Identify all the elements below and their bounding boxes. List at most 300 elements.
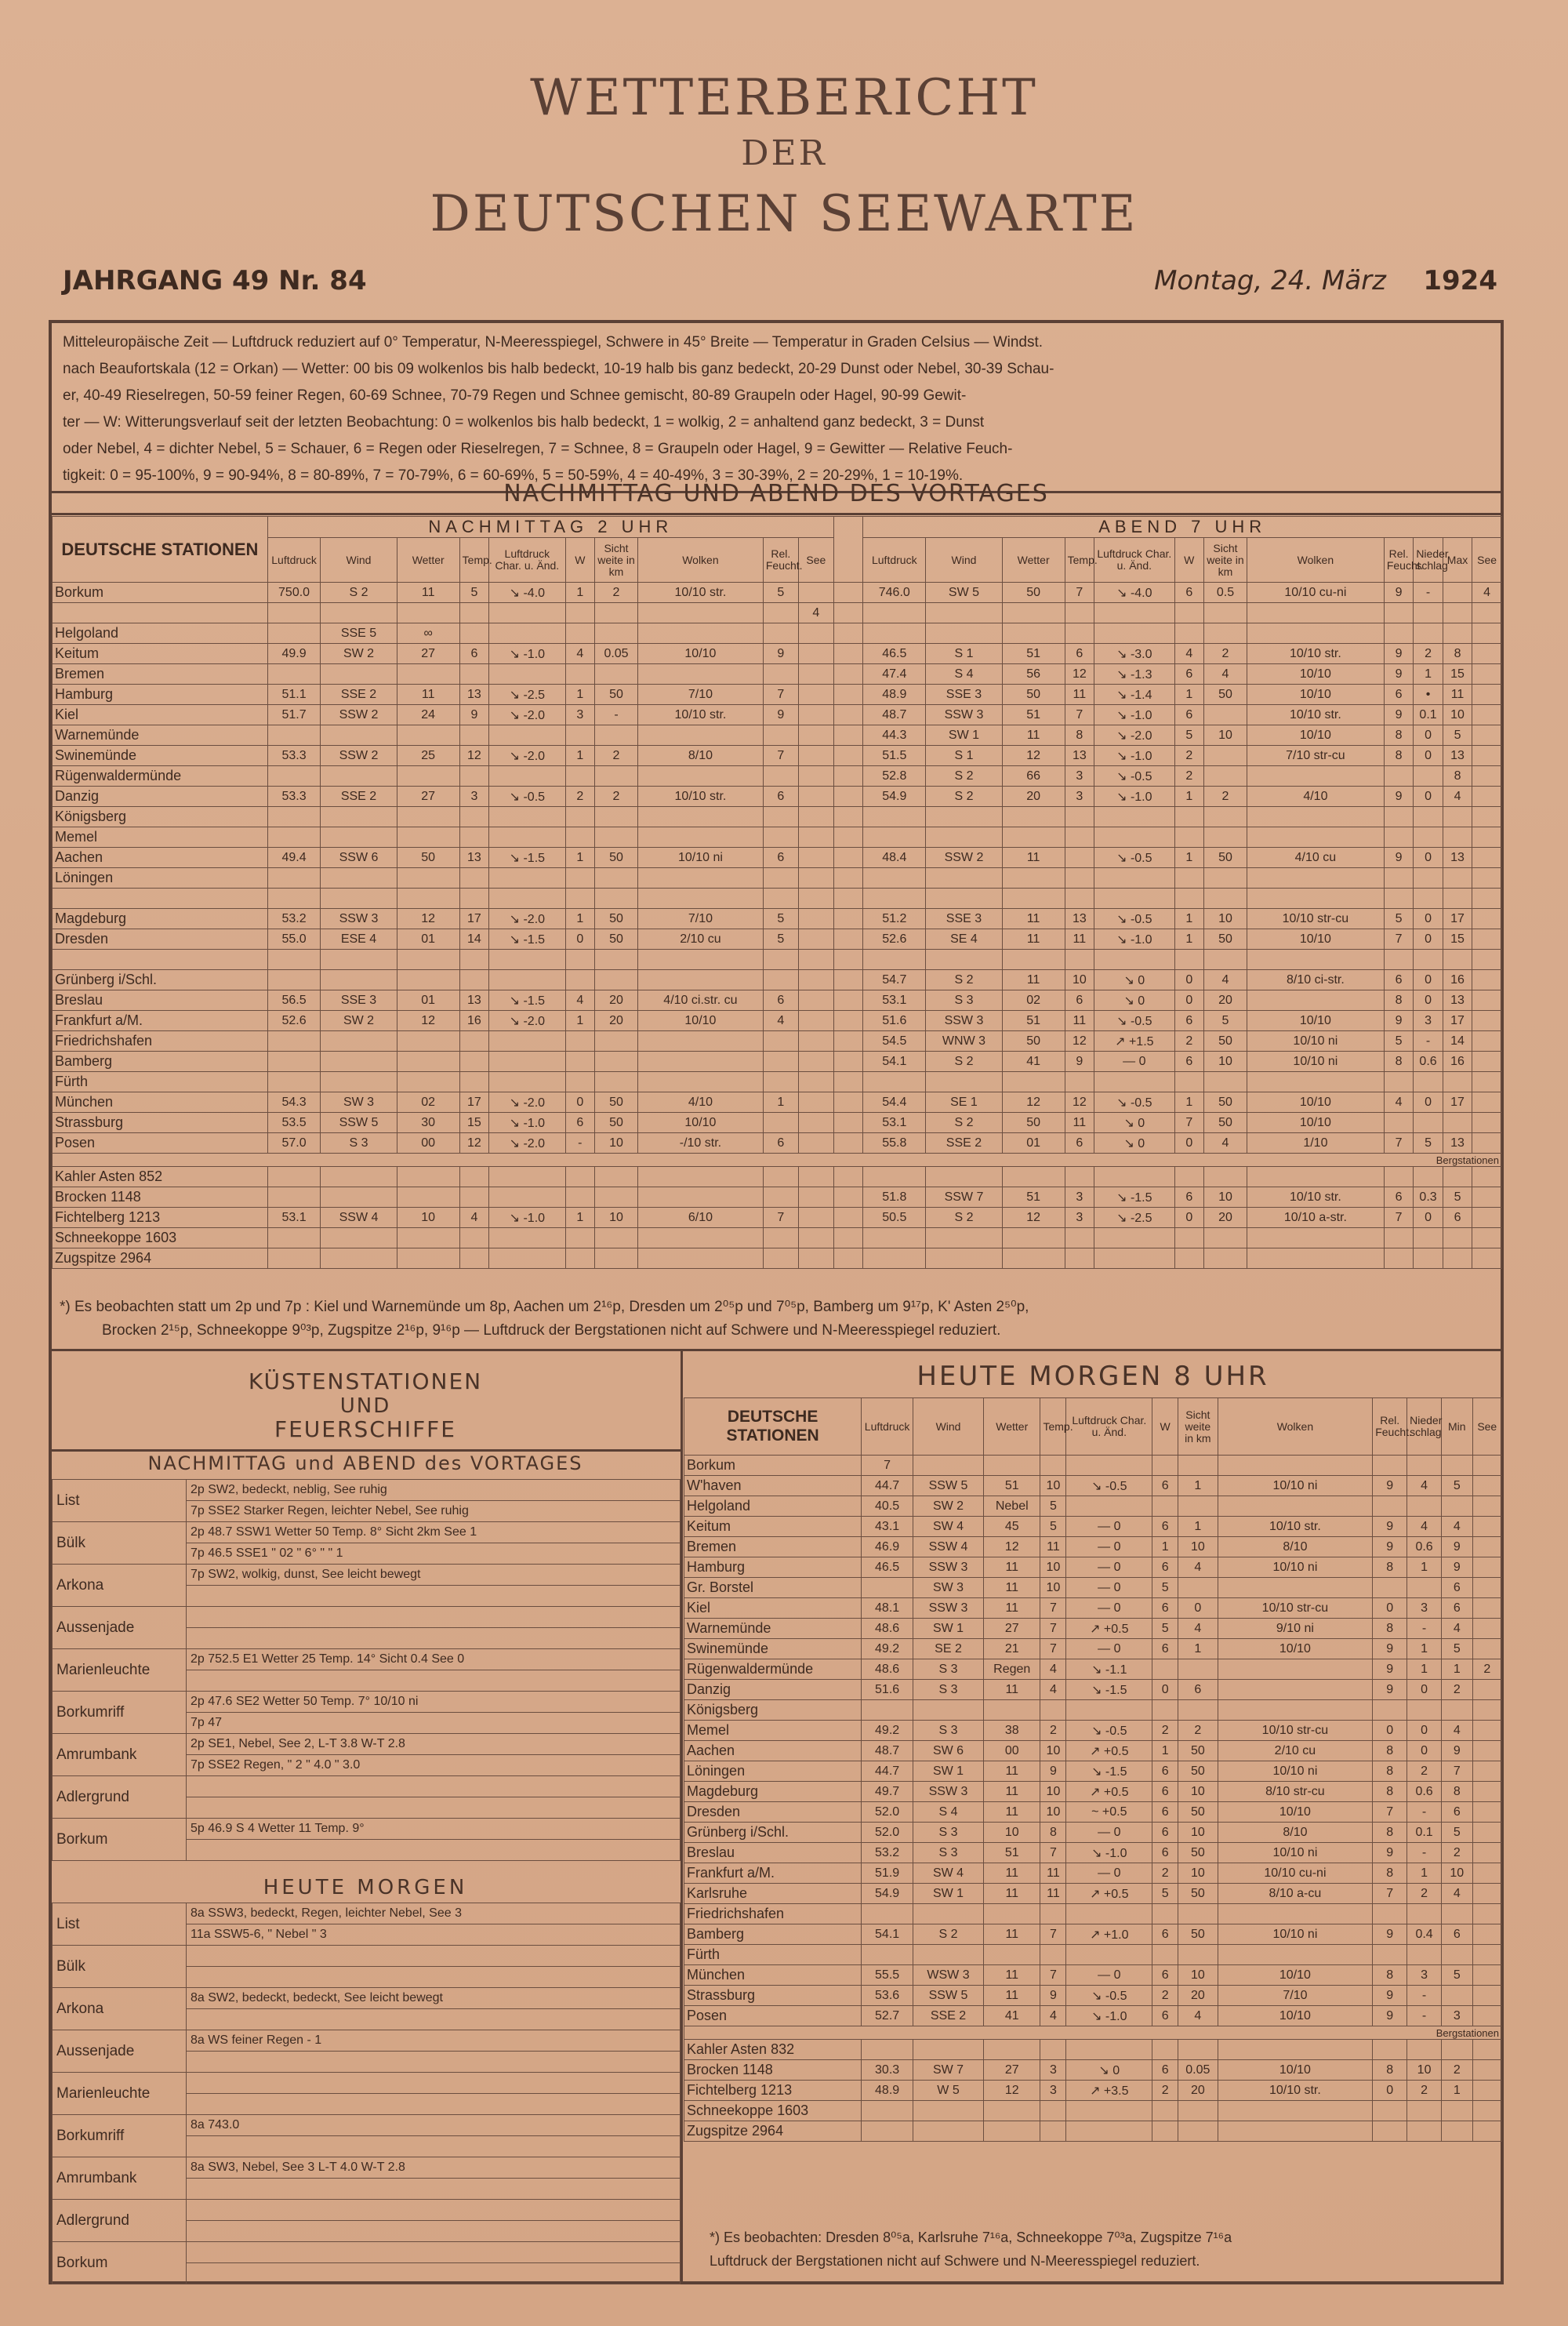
pm-cell	[595, 725, 638, 746]
table-row	[53, 1903, 681, 1924]
heute-cell: 52.0	[862, 1823, 913, 1843]
pm-cell	[267, 766, 320, 787]
pm-cell: 2/10 cu	[637, 929, 763, 950]
heute-cell: — 0	[1066, 1517, 1152, 1537]
ev-cell: 0	[1174, 990, 1203, 1011]
heute-cell	[1373, 2121, 1407, 2142]
coast-observation	[187, 1628, 681, 1649]
pm-cell: 6	[763, 848, 798, 868]
pm-cell	[489, 950, 565, 970]
heute-cell: 44.7	[862, 1476, 913, 1496]
table-row	[684, 1863, 1502, 1884]
pm-cell	[595, 807, 638, 827]
station-name: Königsberg	[53, 807, 268, 827]
ev-cell: 50.5	[863, 1208, 926, 1228]
heute-cell	[1040, 1945, 1066, 1965]
ev-cell: 10/10 str.	[1247, 705, 1384, 725]
table-row	[684, 1598, 1502, 1619]
heute-cell: 54.9	[862, 1884, 913, 1904]
station-name: Warnemünde	[53, 725, 268, 746]
pm-cell	[321, 1228, 397, 1248]
heute-cell: — 0	[1066, 1557, 1152, 1578]
ev-cell	[1472, 827, 1502, 848]
heute-cell: S 3	[913, 1721, 984, 1741]
vortag-table	[52, 516, 1502, 1269]
ev-cell: 9	[1384, 787, 1413, 807]
pm-cell	[763, 1167, 798, 1187]
spacer-cell	[833, 1187, 862, 1208]
ev-cell: 52.6	[863, 929, 926, 950]
ev-cell	[1174, 603, 1203, 623]
heute-cell: 7/10	[1218, 1986, 1373, 2006]
ev-cell: 0	[1414, 725, 1443, 746]
table-row	[53, 1734, 681, 1755]
station-name: Fichtelberg 1213	[684, 2081, 862, 2101]
heute-cell	[1472, 1761, 1501, 1782]
table-row	[684, 1782, 1502, 1802]
pm-cell	[637, 970, 763, 990]
ev-cell: 1	[1414, 664, 1443, 685]
ev-cell	[1094, 868, 1174, 889]
ev-cell: 11	[1443, 685, 1472, 705]
pm-cell	[459, 868, 488, 889]
heute-cell: 11	[984, 1761, 1040, 1782]
spacer-cell	[833, 1031, 862, 1052]
heute-cell: SW 1	[913, 1761, 984, 1782]
coast-station-name: Aussenjade	[53, 1607, 187, 1649]
table-row	[53, 889, 1502, 909]
heute-cell	[1472, 1517, 1501, 1537]
table-row	[53, 1133, 1502, 1154]
ev-cell: 4	[1174, 644, 1203, 664]
pm-cell	[565, 889, 594, 909]
ev-cell: 50	[1204, 1031, 1247, 1052]
station-name: Borkum	[53, 583, 268, 603]
heute-cell: 6	[1152, 1843, 1178, 1863]
ev-cell: 8	[1384, 746, 1413, 766]
pm-cell: SW 2	[321, 1011, 397, 1031]
ev-cell	[1384, 889, 1413, 909]
ev-cell: — 0	[1094, 1052, 1174, 1072]
heute-cell: 10	[1040, 1802, 1066, 1823]
ev-cell: 5	[1384, 1031, 1413, 1052]
ev-cell	[1247, 1248, 1384, 1269]
heute-cell: ↘ -0.5	[1066, 1721, 1152, 1741]
masthead-line-3: DEUTSCHEN SEEWARTE	[430, 185, 1138, 243]
station-name: Schneekoppe 1603	[53, 1228, 268, 1248]
ev-cell: 8	[1443, 644, 1472, 664]
ev-cell: ↘ 0	[1094, 990, 1174, 1011]
ev-cell	[1414, 1248, 1443, 1269]
pm-cell: 10/10 ni	[637, 848, 763, 868]
coast-station-name: Amrumbank	[53, 1734, 187, 1776]
ev-cell: 11	[1065, 685, 1094, 705]
pm-cell	[489, 1167, 565, 1187]
heute-cell	[1407, 1700, 1442, 1721]
pm-cell	[489, 827, 565, 848]
divider	[50, 1449, 681, 1452]
pm-cell	[489, 1031, 565, 1052]
pm-cell	[595, 603, 638, 623]
ev-cell: S 1	[926, 644, 1002, 664]
ev-cell: 2	[1204, 644, 1247, 664]
pm-cell	[595, 1187, 638, 1208]
pm-cell: 7/10	[637, 909, 763, 929]
heute-cell: -	[1407, 2006, 1442, 2026]
pm-cell: 12	[397, 909, 459, 929]
heute-cell	[1407, 1456, 1442, 1476]
heute-column-header: Wind	[913, 1398, 984, 1456]
station-name: München	[53, 1092, 268, 1113]
pm-cell	[637, 827, 763, 848]
ev-cell: 51.6	[863, 1011, 926, 1031]
ev-cell: 9	[1384, 848, 1413, 868]
spacer-cell	[833, 685, 862, 705]
heute-cell	[1442, 1904, 1473, 1924]
table-row	[684, 1456, 1502, 1476]
ev-cell	[1472, 970, 1502, 990]
station-name: Memel	[53, 827, 268, 848]
ev-cell: 13	[1065, 746, 1094, 766]
heute-cell: 2	[1152, 1721, 1178, 1741]
heute-cell: 6	[1152, 1782, 1178, 1802]
ev-cell	[1472, 725, 1502, 746]
ev-cell: 50	[1204, 1092, 1247, 1113]
station-name: W'haven	[684, 1476, 862, 1496]
pm-cell: SW 3	[321, 1092, 397, 1113]
heute-cell: 0	[1373, 2081, 1407, 2101]
heute-cell: 0	[1373, 1721, 1407, 1741]
heute-cell	[984, 2121, 1040, 2142]
heute-cell: 6	[1152, 2006, 1178, 2026]
pm-cell	[763, 603, 798, 623]
ev-cell: 6	[1174, 1187, 1203, 1208]
ev-cell	[863, 623, 926, 644]
heute-cell	[1218, 2121, 1373, 2142]
ev-cell: 6	[1065, 990, 1094, 1011]
pm-cell: 6	[565, 1113, 594, 1133]
ev-cell: 50	[1204, 929, 1247, 950]
pm-cell	[595, 1031, 638, 1052]
heute-cell: SW 6	[913, 1741, 984, 1761]
heute-cell: 4	[1442, 1619, 1473, 1639]
pm-cell: 4/10 ci.str. cu	[637, 990, 763, 1011]
heute-cell: 41	[984, 2006, 1040, 2026]
ev-cell: ↘ 0	[1094, 1133, 1174, 1154]
pm-cell: ↘ -2.0	[489, 1133, 565, 1154]
ev-cell: SSW 2	[926, 848, 1002, 868]
coast-observation	[187, 2242, 681, 2263]
heute-cell	[1407, 2040, 1442, 2060]
ev-cell: 10/10	[1247, 1113, 1384, 1133]
spacer-cell	[833, 990, 862, 1011]
heute-cell: 6	[1442, 1598, 1473, 1619]
station-name: Brocken 1148	[53, 1187, 268, 1208]
ev-cell: 9	[1384, 1011, 1413, 1031]
coast-observation: 8a SW3, Nebel, See 3 L-T 4.0 W-T 2.8	[187, 2157, 681, 2179]
coast-observation	[187, 2221, 681, 2242]
heute-cell: 48.6	[862, 1659, 913, 1680]
ev-cell	[1174, 889, 1203, 909]
coast-observation	[187, 2094, 681, 2115]
coast-observation: 2p SE1, Nebel, See 2, L-T 3.8 W-T 2.8	[187, 1734, 681, 1755]
ev-cell: 16	[1443, 1052, 1472, 1072]
pm-cell	[565, 970, 594, 990]
ev-cell	[1174, 1228, 1203, 1248]
heute-cell: 10/10	[1218, 1965, 1373, 1986]
ev-cell	[1065, 1228, 1094, 1248]
heute-cell: ↘ -1.5	[1066, 1761, 1152, 1782]
heute-cell	[913, 2101, 984, 2121]
pm-cell: 53.3	[267, 787, 320, 807]
ev-cell	[1094, 889, 1174, 909]
heute-cell: SW 3	[913, 1578, 984, 1598]
ev-cell	[1414, 603, 1443, 623]
pm-cell	[565, 1228, 594, 1248]
heute-cell: 7	[1373, 1802, 1407, 1823]
pm-cell	[267, 950, 320, 970]
heute-cell: 4	[1040, 1659, 1066, 1680]
ev-cell	[1065, 623, 1094, 644]
coast-observation: 2p SW2, bedeckt, neblig, See ruhig	[187, 1480, 681, 1501]
pm-cell	[637, 1228, 763, 1248]
pm-cell: 13	[459, 990, 488, 1011]
pm-cell	[798, 889, 833, 909]
pm-cell	[489, 1187, 565, 1208]
ev-cell	[926, 1167, 1002, 1187]
heute-cell: 9	[1373, 1537, 1407, 1557]
heute-cell: 48.9	[862, 2081, 913, 2101]
station-name: Bamberg	[684, 1924, 862, 1945]
pm-cell	[459, 1167, 488, 1187]
ev-cell: 8	[1443, 766, 1472, 787]
pm-cell	[321, 889, 397, 909]
pm-cell: SSW 2	[321, 705, 397, 725]
pm-cell: ↘ -1.5	[489, 848, 565, 868]
pm-cell	[489, 1072, 565, 1092]
ev-cell	[863, 1167, 926, 1187]
pm-cell: 3	[459, 787, 488, 807]
spacer-cell	[833, 1011, 862, 1031]
table-row	[53, 1776, 681, 1797]
heute-cell: ↘ -1.1	[1066, 1659, 1152, 1680]
pm-cell: 10	[595, 1133, 638, 1154]
heute-cell	[1373, 1904, 1407, 1924]
heute-cell	[862, 2121, 913, 2142]
ev-cell	[1174, 1248, 1203, 1269]
heute-cell: S 3	[913, 1659, 984, 1680]
heute-cell	[1178, 2101, 1218, 2121]
station-name: Fichtelberg 1213	[53, 1208, 268, 1228]
ev-cell	[1247, 603, 1384, 623]
ev-cell: ↘ -1.4	[1094, 685, 1174, 705]
coast-station-name: Marienleuchte	[53, 2073, 187, 2115]
heute-cell	[1373, 2101, 1407, 2121]
station-name: Swinemünde	[53, 746, 268, 766]
table-row	[684, 2040, 1502, 2060]
pm-column-header: Rel. Feucht.	[763, 538, 798, 583]
heute-cell	[1152, 1904, 1178, 1924]
station-name: Dresden	[53, 929, 268, 950]
ev-cell: 41	[1002, 1052, 1065, 1072]
pm-cell: 51.7	[267, 705, 320, 725]
ev-cell: 6	[1174, 664, 1203, 685]
pm-cell	[459, 766, 488, 787]
heute-cell: 53.6	[862, 1986, 913, 2006]
ev-cell: 6	[1174, 1011, 1203, 1031]
ev-cell	[1472, 603, 1502, 623]
table-row	[53, 1988, 681, 2009]
ev-cell	[1174, 827, 1203, 848]
ev-cell: SE 1	[926, 1092, 1002, 1113]
heute-cell: SW 4	[913, 1863, 984, 1884]
heute-cell	[1472, 1986, 1501, 2006]
heute-cell	[1218, 1904, 1373, 1924]
ev-cell: ↗ +1.5	[1094, 1031, 1174, 1052]
heute-cell	[862, 1700, 913, 1721]
heute-cell: 1	[1178, 1517, 1218, 1537]
pm-cell	[267, 725, 320, 746]
heute-cell	[1218, 1945, 1373, 1965]
pm-column-header: Temp.	[459, 538, 488, 583]
ev-cell: 12	[1002, 1208, 1065, 1228]
ev-cell: 7	[1384, 929, 1413, 950]
heute-cell: 50	[1178, 1924, 1218, 1945]
coast-observation: 8a 743.0	[187, 2115, 681, 2136]
pm-cell	[321, 1052, 397, 1072]
ev-cell: 17	[1443, 1092, 1472, 1113]
pm-cell	[489, 725, 565, 746]
pm-column-header: Wetter	[397, 538, 459, 583]
heute-cell: 1	[1178, 1476, 1218, 1496]
pm-cell: 6	[763, 787, 798, 807]
pm-cell: 6	[763, 1133, 798, 1154]
legend-line: Mitteleuropäische Zeit — Luftdruck reduziert auf 0° Temperatur, N-Meeresspiegel, Schwere in 45° Breite — Temperatur in Graden Celsius — Windst.	[63, 334, 1044, 351]
heute-cell: 2	[1442, 1680, 1473, 1700]
ev-cell: 1	[1174, 848, 1203, 868]
ev-cell	[1065, 1072, 1094, 1092]
pm-cell	[763, 1113, 798, 1133]
heute-table	[684, 1397, 1502, 2142]
pm-cell	[565, 1052, 594, 1072]
station-name: Kiel	[684, 1598, 862, 1619]
heute-cell: 11	[984, 1884, 1040, 1904]
heute-cell: 48.7	[862, 1741, 913, 1761]
heute-cell	[1218, 2040, 1373, 2060]
ev-cell	[1414, 623, 1443, 644]
pm-cell	[321, 1031, 397, 1052]
heute-cell	[1407, 1904, 1442, 1924]
heute-cell: 4	[1442, 1721, 1473, 1741]
ev-cell	[1204, 1248, 1247, 1269]
ev-cell	[1443, 807, 1472, 827]
heute-cell	[1472, 1965, 1501, 1986]
pm-cell	[267, 1052, 320, 1072]
heute-cell: 7	[1040, 1965, 1066, 1986]
ev-cell	[1204, 950, 1247, 970]
pm-cell	[321, 950, 397, 970]
ev-cell: 51	[1002, 644, 1065, 664]
table-row	[684, 1965, 1502, 1986]
heute-cell: 51.6	[862, 1680, 913, 1700]
heute-column-header: Sicht weite in km	[1178, 1398, 1218, 1456]
ev-cell: 0	[1414, 848, 1443, 868]
pm-cell	[321, 868, 397, 889]
table-row	[53, 2073, 681, 2094]
ev-cell	[1065, 1167, 1094, 1187]
spacer-cell	[833, 807, 862, 827]
spacer-cell	[833, 1167, 862, 1187]
pm-cell: 6	[763, 990, 798, 1011]
pm-cell	[763, 766, 798, 787]
pm-cell	[798, 644, 833, 664]
heute-cell: 1	[1442, 1659, 1473, 1680]
pm-cell	[565, 664, 594, 685]
heute-cell	[984, 1456, 1040, 1476]
heute-cell: 3	[1040, 2060, 1066, 2081]
ev-cell	[1247, 623, 1384, 644]
heute-cell: 11	[984, 1863, 1040, 1884]
ev-column-header: Max	[1443, 538, 1472, 583]
heute-cell: 6	[1152, 1476, 1178, 1496]
pm-cell	[763, 1052, 798, 1072]
station-name: Aachen	[684, 1741, 862, 1761]
ev-cell: 5	[1384, 909, 1413, 929]
pm-cell	[798, 868, 833, 889]
table-row	[53, 868, 1502, 889]
heute-cell: 12	[984, 2081, 1040, 2101]
pm-cell: 4	[763, 1011, 798, 1031]
heute-cell	[1442, 1496, 1473, 1517]
ev-cell	[1414, 868, 1443, 889]
ev-cell: 54.7	[863, 970, 926, 990]
ev-cell	[1174, 807, 1203, 827]
pm-cell: 2	[565, 787, 594, 807]
heute-cell: ↘ -1.0	[1066, 1843, 1152, 1863]
ev-cell: 0	[1414, 970, 1443, 990]
ev-cell	[1384, 1072, 1413, 1092]
heute-cell: 0	[1373, 1598, 1407, 1619]
pm-column-header: Luftdruck Char. u. Änd.	[489, 538, 565, 583]
ev-cell: 15	[1443, 664, 1472, 685]
station-name	[53, 950, 268, 970]
table-row	[53, 1031, 1502, 1052]
heute-cell	[1152, 2040, 1178, 2060]
ev-cell: 66	[1002, 766, 1065, 787]
station-name: Bremen	[53, 664, 268, 685]
heute-cell: 2	[1152, 1986, 1178, 2006]
ev-cell: SSW 7	[926, 1187, 1002, 1208]
station-name	[53, 889, 268, 909]
pm-cell: -/10 str.	[637, 1133, 763, 1154]
heute-cell: SSW 3	[913, 1782, 984, 1802]
ev-cell: 6	[1384, 1187, 1413, 1208]
ev-cell: 10	[1065, 970, 1094, 990]
heute-cell: 55.5	[862, 1965, 913, 1986]
heute-cell	[1178, 1700, 1218, 1721]
station-name: Zugspitze 2964	[684, 2121, 862, 2142]
heute-cell: S 3	[913, 1823, 984, 1843]
pm-cell	[637, 766, 763, 787]
heute-cell: 6	[1152, 1823, 1178, 1843]
pm-cell: 17	[459, 909, 488, 929]
heute-cell	[1218, 1578, 1373, 1598]
ev-cell: 7	[1065, 583, 1094, 603]
table-row	[684, 2121, 1502, 2142]
pm-cell: 1	[565, 746, 594, 766]
heute-cell: 9	[1373, 1517, 1407, 1537]
pm-cell: 51.1	[267, 685, 320, 705]
